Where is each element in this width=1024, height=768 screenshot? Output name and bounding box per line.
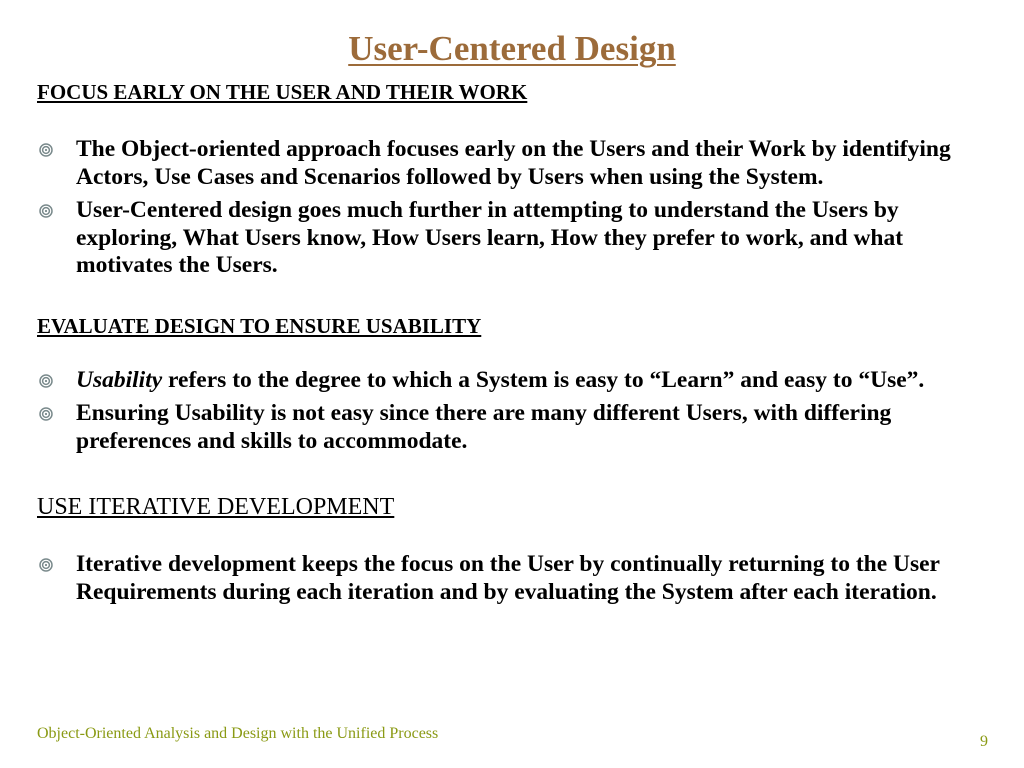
concentric-circle-bullet-icon [39,558,53,572]
bullet-item [37,400,997,455]
bullet-text: refers to the degree to which a System is easy to “Learn” and easy to “Use”. [162,366,925,393]
concentric-circle-bullet-icon [39,407,53,421]
bullet-list [37,367,997,456]
section-iterative-development [37,493,997,606]
bullet-item [37,551,997,606]
bullet-list [37,136,997,280]
bullet-text: Iterative development keeps the focus on the User by continually returning to the User Requirements during each iteration and by evaluating the System after each iteration. [76,551,940,605]
section-heading: EVALUATE DESIGN TO ENSURE USABILITY [37,313,482,338]
section-heading: USE ITERATIVE DEVELOPMENT [37,494,395,520]
bullet-text: Ensuring Usability is not easy since there are many different Users, with differing preferences and skills to accommodate. [76,400,892,454]
concentric-circle-bullet-icon [39,374,53,388]
slide-content [37,80,997,606]
section-focus-early [37,80,997,280]
footer-text: Object-Oriented Analysis and Design with the Unified Process [37,725,439,742]
concentric-circle-bullet-icon [39,204,53,218]
bullet-item [37,367,997,395]
concentric-circle-bullet-icon [39,143,53,157]
bullet-emphasis: Usability [76,366,163,393]
section-heading: FOCUS EARLY ON THE USER AND THEIR WORK [37,80,528,104]
bullet-item [37,136,997,191]
bullet-text: The Object-oriented approach focuses early on the Users and their Work by identifying Actors, Use Cases and Scenarios followed by Users when using the System. [76,136,951,190]
bullet-item [37,197,997,280]
bullet-list [37,551,997,606]
slide-title: User-Centered Design [348,29,676,68]
page-number: 9 [980,733,988,750]
section-evaluate-design [37,314,997,456]
bullet-text: User-Centered design goes much further in attempting to understand the Users by exploring, What Users know, How Users learn, How they prefer to work, and what motivates the Users. [76,197,904,278]
